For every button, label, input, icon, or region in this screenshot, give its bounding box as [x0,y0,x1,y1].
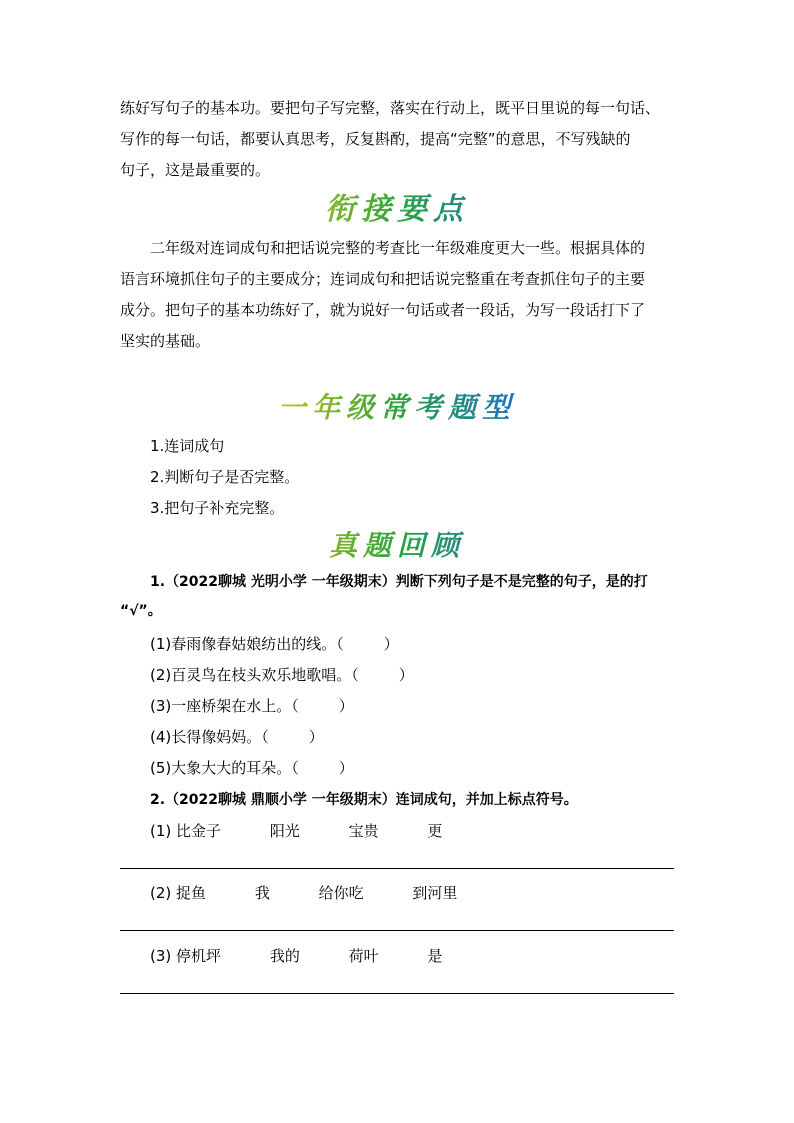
section-heading-common-question-types: 一年级常考题型 [0,390,794,426]
question-1-item-4: (4)长得像妈妈。（ ） [150,728,324,746]
question-1-item-3: (3)一座桥架在水上。（ ） [150,697,354,715]
intro-line-1: 练好写句子的基本功。要把句子写完整，落实在行动上，既平日里说的每一句话、 [120,99,661,117]
answer-line-2[interactable] [120,930,674,931]
question-2-words-1: (1) 比金子 阳光 宝贵 更 [150,822,443,840]
question-1-stem-cont: “√”。 [120,603,162,619]
intro-line-3: 句子，这是最重要的。 [120,161,271,179]
question-type-item-1: 1.连词成句 [150,437,225,455]
section-heading-connection-points: 衔接要点 [0,192,794,228]
section1-line-3: 成分。把句子的基本功练好了，就为说好一句话或者一段话，为写一段话打下了 [120,301,646,319]
intro-line-2: 写作的每一句话，都要认真思考，反复斟酌，提高“完整”的意思，不写残缺的 [120,130,631,148]
question-type-item-3: 3.把句子补充完整。 [150,499,285,517]
question-1-stem: 1.（2022聊城 光明小学 一年级期末）判断下列句子是不是完整的句子，是的打 [150,574,648,590]
question-1-item-5: (5)大象大大的耳朵。（ ） [150,759,354,777]
section1-line-1: 二年级对连词成句和把话说完整的考查比一年级难度更大一些。根据具体的 [150,239,646,257]
answer-line-3[interactable] [120,993,674,994]
section1-line-2: 语言环境抓住句子的主要成分；连词成句和把话说完整重在考查抓住句子的主要 [120,270,646,288]
question-1-item-2: (2)百灵鸟在枝头欢乐地歌唱。（ ） [150,666,414,684]
question-1-item-1: (1)春雨像春姑娘纺出的线。（ ） [150,635,399,653]
section-heading-past-exam-review: 真题回顾 [0,528,794,564]
section1-line-4: 坚实的基础。 [120,332,211,350]
question-2-words-2: (2) 捉鱼 我 给你吃 到河里 [150,884,458,902]
question-type-item-2: 2.判断句子是否完整。 [150,468,300,486]
question-2-stem: 2.（2022聊城 鼎顺小学 一年级期末）连词成句，并加上标点符号。 [150,792,578,808]
question-2-words-3: (3) 停机坪 我的 荷叶 是 [150,947,443,965]
answer-line-1[interactable] [120,868,674,869]
